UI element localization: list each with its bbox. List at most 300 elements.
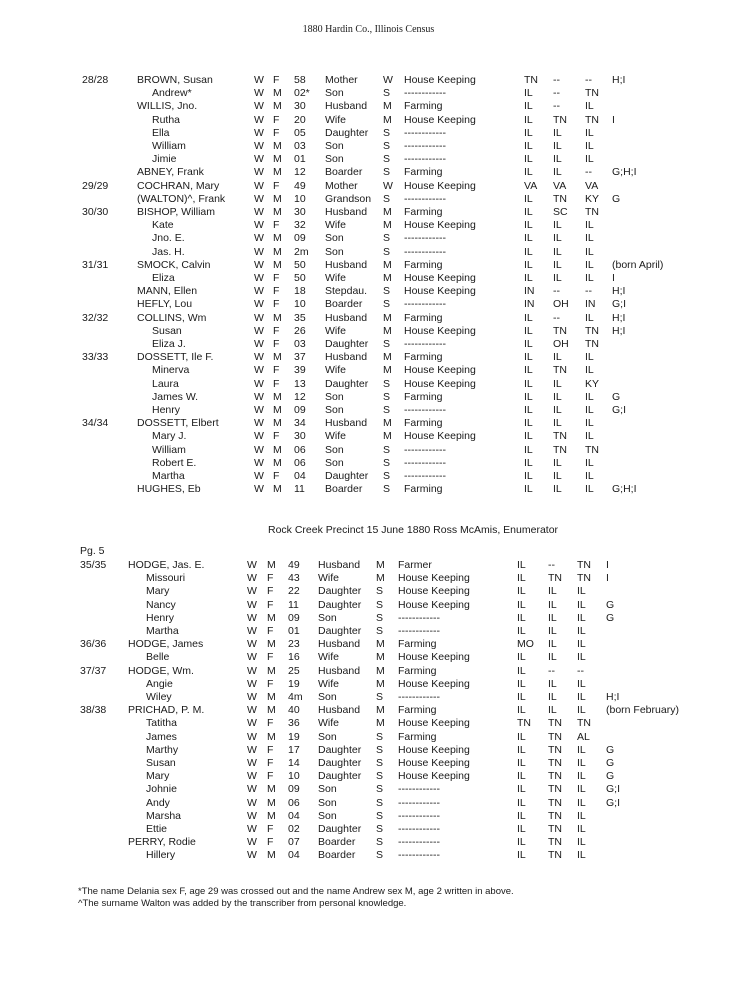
cell-occ: House Keeping xyxy=(398,651,470,664)
cell-bp: IL xyxy=(524,113,533,126)
cell-age: 40 xyxy=(288,704,300,717)
census-row xyxy=(0,849,737,862)
cell-race: W xyxy=(254,483,264,496)
cell-sex: M xyxy=(273,390,282,403)
cell-sex: F xyxy=(273,179,280,192)
cell-mbp: -- xyxy=(585,285,592,298)
cell-bp: IL xyxy=(517,664,526,677)
cell-name: Robert E. xyxy=(152,456,197,469)
cell-age: 17 xyxy=(288,743,300,756)
cell-race: W xyxy=(247,651,257,664)
cell-dwell: 37/37 xyxy=(80,664,107,677)
cell-name: Mary xyxy=(146,770,170,783)
cell-occ: House Keeping xyxy=(398,717,470,730)
census-row xyxy=(0,444,737,457)
cell-dwell: 30/30 xyxy=(82,206,109,218)
cell-bp: IL xyxy=(524,364,533,377)
cell-mar: S xyxy=(383,285,391,298)
cell-bp: IL xyxy=(517,796,526,809)
cell-bp: MO xyxy=(517,638,534,651)
cell-sex: M xyxy=(267,559,276,571)
cell-name: Martha xyxy=(146,625,179,637)
cell-age: 50 xyxy=(294,258,306,271)
cell-name: DOSSETT, Ile F. xyxy=(137,351,214,364)
cell-mar: S xyxy=(376,611,384,624)
cell-name: WILLIS, Jno. xyxy=(137,100,198,113)
cell-mbp: IL xyxy=(577,783,586,796)
cell-age: 03 xyxy=(294,338,306,350)
cell-sex: F xyxy=(273,324,280,337)
cell-fbp: IL xyxy=(553,351,562,364)
cell-fbp: TN xyxy=(553,113,567,126)
cell-race: W xyxy=(247,598,257,611)
cell-rel: Daughter xyxy=(318,757,362,769)
cell-dwell: 36/36 xyxy=(80,638,107,651)
cell-sex: M xyxy=(273,456,282,469)
cell-race: W xyxy=(254,311,264,324)
cell-sex: M xyxy=(267,664,276,677)
census-row xyxy=(0,114,737,127)
cell-mbp: IL xyxy=(577,651,586,664)
cell-bp: IL xyxy=(517,730,526,743)
cell-mar: S xyxy=(383,456,391,469)
cell-race: W xyxy=(254,377,264,390)
cell-occ: ------------ xyxy=(404,153,446,166)
cell-note: G;I xyxy=(606,783,621,796)
cell-mar: M xyxy=(383,258,392,271)
cell-name: Tatitha xyxy=(146,717,177,730)
cell-age: 09 xyxy=(288,783,300,796)
cell-rel: Boarder xyxy=(325,483,363,496)
cell-bp: IL xyxy=(524,206,533,218)
cell-rel: Wife xyxy=(318,651,339,664)
cell-rel: Husband xyxy=(318,559,361,571)
cell-mbp: IL xyxy=(577,691,586,703)
cell-bp: IL xyxy=(517,823,526,835)
cell-mbp: IL xyxy=(585,258,594,271)
cell-mbp: IL xyxy=(585,311,594,324)
cell-name: BISHOP, William xyxy=(137,206,215,218)
cell-dwell: 29/29 xyxy=(82,179,109,192)
cell-name: HUGHES, Eb xyxy=(137,483,201,496)
cell-age: 09 xyxy=(288,611,300,624)
cell-sex: F xyxy=(273,285,280,298)
cell-mbp: IL xyxy=(577,849,586,862)
cell-rel: Wife xyxy=(325,272,346,284)
cell-fbp: OH xyxy=(553,338,569,350)
census-row xyxy=(0,470,737,483)
cell-mar: S xyxy=(383,232,391,245)
cell-bp: IL xyxy=(517,704,526,717)
cell-sex: M xyxy=(273,417,282,430)
cell-age: 30 xyxy=(294,430,306,443)
cell-fbp: -- xyxy=(553,100,560,113)
cell-mbp: IL xyxy=(585,483,594,496)
cell-mbp: IL xyxy=(577,757,586,769)
cell-bp: IL xyxy=(517,783,526,796)
cell-bp: IL xyxy=(524,417,533,430)
cell-mar: S xyxy=(383,390,391,403)
cell-sex: F xyxy=(273,298,280,311)
cell-sex: M xyxy=(273,258,282,271)
cell-fbp: IL xyxy=(553,219,562,232)
cell-name: Andrew* xyxy=(152,87,192,100)
census-row xyxy=(0,625,737,638)
cell-note: H;I xyxy=(612,311,626,324)
cell-race: W xyxy=(254,179,264,192)
cell-mbp: IL xyxy=(577,585,586,598)
census-row xyxy=(0,810,737,823)
census-row xyxy=(0,717,737,730)
cell-fbp: IL xyxy=(553,417,562,430)
cell-note: G;H;I xyxy=(612,483,637,496)
census-row xyxy=(0,325,737,338)
cell-note: H;I xyxy=(612,74,626,86)
cell-race: W xyxy=(254,74,264,86)
cell-sex: F xyxy=(273,470,280,482)
cell-age: 04 xyxy=(288,809,300,822)
cell-fbp: IL xyxy=(553,390,562,403)
cell-age: 50 xyxy=(294,272,306,284)
cell-sex: F xyxy=(267,677,274,690)
cell-rel: Grandson xyxy=(325,192,372,205)
cell-occ: House Keeping xyxy=(404,324,476,337)
cell-mar: W xyxy=(383,74,393,86)
cell-rel: Mother xyxy=(325,179,358,192)
cell-occ: House Keeping xyxy=(404,219,476,232)
census-row xyxy=(0,364,737,377)
census-row xyxy=(0,298,737,311)
cell-mbp: IL xyxy=(577,677,586,690)
cell-name: Susan xyxy=(146,757,176,769)
cell-occ: House Keeping xyxy=(404,74,476,86)
cell-occ: Farming xyxy=(404,166,443,179)
cell-mbp: TN xyxy=(585,87,599,100)
cell-sex: M xyxy=(273,311,282,324)
cell-mbp: IL xyxy=(585,100,594,113)
census-row xyxy=(0,731,737,744)
census-row xyxy=(0,704,737,717)
cell-race: W xyxy=(254,404,264,416)
cell-note: G xyxy=(606,770,615,783)
cell-rel: Daughter xyxy=(318,770,362,783)
census-row xyxy=(0,665,737,678)
cell-age: 19 xyxy=(288,730,300,743)
cell-name: COLLINS, Wm xyxy=(137,311,207,324)
cell-age: 01 xyxy=(294,153,306,166)
cell-bp: IL xyxy=(524,166,533,179)
cell-occ: House Keeping xyxy=(398,598,470,611)
cell-rel: Husband xyxy=(325,206,368,218)
cell-race: W xyxy=(247,559,257,571)
cell-fbp: TN xyxy=(548,783,562,796)
cell-mbp: VA xyxy=(585,179,599,192)
cell-age: 03 xyxy=(294,140,306,152)
cell-mar: S xyxy=(376,757,384,769)
cell-name: Mary J. xyxy=(152,430,187,443)
cell-mar: S xyxy=(376,849,384,862)
cell-fbp: TN xyxy=(553,430,567,443)
cell-rel: Son xyxy=(325,404,344,416)
cell-fbp: IL xyxy=(553,126,562,139)
cell-mbp: TN xyxy=(585,206,599,218)
cell-name: Henry xyxy=(152,404,181,416)
cell-sex: F xyxy=(267,585,274,598)
cell-mar: M xyxy=(376,717,385,730)
cell-name: HODGE, James xyxy=(128,638,204,651)
cell-age: 35 xyxy=(294,311,306,324)
cell-race: W xyxy=(254,338,264,350)
cell-mar: S xyxy=(383,298,391,311)
cell-race: W xyxy=(254,192,264,205)
cell-mbp: -- xyxy=(585,74,592,86)
cell-mbp: IL xyxy=(577,704,586,717)
cell-mar: S xyxy=(376,823,384,835)
cell-rel: Wife xyxy=(325,324,346,337)
cell-race: W xyxy=(254,298,264,311)
cell-fbp: IL xyxy=(548,704,557,717)
cell-fbp: TN xyxy=(548,730,562,743)
cell-mar: M xyxy=(383,324,392,337)
census-row xyxy=(0,206,737,219)
cell-name: Ettie xyxy=(146,823,168,835)
census-row xyxy=(0,770,737,783)
cell-mbp: IL xyxy=(585,351,594,364)
cell-occ: ------------ xyxy=(398,796,440,809)
cell-mbp: IL xyxy=(577,743,586,756)
census-row xyxy=(0,140,737,153)
cell-race: W xyxy=(247,836,257,849)
cell-bp: IL xyxy=(517,743,526,756)
cell-rel: Son xyxy=(325,232,344,245)
census-row xyxy=(0,483,737,496)
cell-fbp: IL xyxy=(553,232,562,245)
cell-occ: ------------ xyxy=(404,245,446,258)
cell-occ: Farming xyxy=(398,638,437,651)
cell-mar: S xyxy=(376,730,384,743)
cell-name: Eliza J. xyxy=(152,338,186,350)
cell-age: 30 xyxy=(294,206,306,218)
cell-rel: Husband xyxy=(318,638,361,651)
cell-note: H;I xyxy=(612,285,626,298)
cell-name: BROWN, Susan xyxy=(137,74,213,86)
cell-mbp: -- xyxy=(585,166,592,179)
cell-race: W xyxy=(247,691,257,703)
cell-rel: Son xyxy=(325,245,344,258)
cell-bp: IL xyxy=(517,651,526,664)
cell-bp: TN xyxy=(517,717,531,730)
cell-fbp: IL xyxy=(548,677,557,690)
cell-rel: Boarder xyxy=(325,166,363,179)
cell-sex: M xyxy=(267,691,276,703)
cell-occ: ------------ xyxy=(404,126,446,139)
cell-fbp: -- xyxy=(548,664,555,677)
cell-sex: F xyxy=(273,377,280,390)
cell-bp: IL xyxy=(524,232,533,245)
cell-bp: IL xyxy=(524,153,533,166)
cell-occ: Farming xyxy=(404,351,443,364)
cell-race: W xyxy=(254,285,264,298)
cell-occ: ------------ xyxy=(404,232,446,245)
cell-race: W xyxy=(247,743,257,756)
cell-rel: Son xyxy=(318,809,337,822)
cell-bp: IL xyxy=(524,470,533,482)
census-row xyxy=(0,744,737,757)
cell-age: 25 xyxy=(288,664,300,677)
cell-occ: ------------ xyxy=(404,404,446,416)
cell-age: 20 xyxy=(294,113,306,126)
cell-sex: F xyxy=(273,113,280,126)
cell-sex: M xyxy=(273,87,282,100)
cell-fbp: IL xyxy=(548,625,557,637)
cell-age: 13 xyxy=(294,377,306,390)
cell-race: W xyxy=(247,638,257,651)
cell-mar: M xyxy=(383,219,392,232)
cell-race: W xyxy=(254,456,264,469)
cell-mar: M xyxy=(376,664,385,677)
cell-name: Martha xyxy=(152,470,185,482)
cell-mbp: IL xyxy=(585,364,594,377)
cell-mbp: -- xyxy=(577,664,584,677)
cell-fbp: IL xyxy=(553,483,562,496)
cell-age: 49 xyxy=(288,559,300,571)
cell-sex: M xyxy=(273,140,282,152)
cell-sex: F xyxy=(273,126,280,139)
cell-race: W xyxy=(247,585,257,598)
cell-age: 06 xyxy=(294,443,306,456)
cell-age: 58 xyxy=(294,74,306,86)
cell-note: I xyxy=(612,113,615,126)
census-row xyxy=(0,246,737,259)
cell-sex: F xyxy=(273,338,280,350)
census-row xyxy=(0,599,737,612)
cell-age: 11 xyxy=(288,598,299,611)
cell-bp: IL xyxy=(524,390,533,403)
cell-fbp: IL xyxy=(553,456,562,469)
cell-occ: Farming xyxy=(404,417,443,430)
cell-name: Jas. H. xyxy=(152,245,185,258)
cell-occ: ------------ xyxy=(398,691,440,703)
cell-name: James W. xyxy=(152,390,199,403)
cell-sex: F xyxy=(267,598,274,611)
cell-fbp: -- xyxy=(553,285,560,298)
cell-occ: ------------ xyxy=(398,809,440,822)
cell-mbp: TN xyxy=(585,443,599,456)
cell-fbp: IL xyxy=(548,598,557,611)
cell-sex: M xyxy=(273,245,282,258)
census-row xyxy=(0,572,737,585)
cell-age: 34 xyxy=(294,417,306,430)
cell-age: 04 xyxy=(288,849,300,862)
census-row xyxy=(0,193,737,206)
cell-race: W xyxy=(247,625,257,637)
cell-rel: Daughter xyxy=(318,743,362,756)
cell-name: Nancy xyxy=(146,598,176,611)
cell-race: W xyxy=(254,272,264,284)
cell-mar: S xyxy=(383,443,391,456)
cell-sex: F xyxy=(273,74,280,86)
cell-age: 39 xyxy=(294,364,306,377)
cell-mar: M xyxy=(383,351,392,364)
cell-fbp: -- xyxy=(548,559,555,571)
cell-race: W xyxy=(247,823,257,835)
cell-rel: Husband xyxy=(325,311,368,324)
cell-note: G;I xyxy=(612,404,627,416)
cell-sex: F xyxy=(267,836,274,849)
census-row xyxy=(0,219,737,232)
cell-mar: S xyxy=(376,770,384,783)
census-row xyxy=(0,351,737,364)
cell-mar: S xyxy=(383,192,391,205)
cell-occ: House Keeping xyxy=(398,677,470,690)
cell-rel: Daughter xyxy=(325,470,369,482)
cell-rel: Son xyxy=(318,730,337,743)
cell-mbp: IL xyxy=(585,272,594,284)
cell-mbp: IL xyxy=(577,638,586,651)
cell-bp: IL xyxy=(517,809,526,822)
cell-race: W xyxy=(254,113,264,126)
cell-bp: IL xyxy=(524,351,533,364)
census-row xyxy=(0,638,737,651)
cell-age: 12 xyxy=(294,166,306,179)
cell-bp: IL xyxy=(524,219,533,232)
cell-rel: Husband xyxy=(318,704,361,717)
cell-mbp: IL xyxy=(585,153,594,166)
cell-dwell: 38/38 xyxy=(80,704,107,717)
cell-bp: IN xyxy=(524,285,535,298)
cell-occ: House Keeping xyxy=(404,364,476,377)
cell-occ: House Keeping xyxy=(404,430,476,443)
cell-mbp: IL xyxy=(585,390,594,403)
cell-mbp: IL xyxy=(585,417,594,430)
cell-note: G;H;I xyxy=(612,166,637,179)
cell-mar: S xyxy=(376,625,384,637)
census-row xyxy=(0,74,737,87)
cell-fbp: -- xyxy=(553,311,560,324)
cell-occ: ------------ xyxy=(398,783,440,796)
cell-race: W xyxy=(254,100,264,113)
cell-sex: M xyxy=(267,796,276,809)
cell-note: G xyxy=(606,743,615,756)
cell-bp: IL xyxy=(517,849,526,862)
cell-bp: TN xyxy=(524,74,538,86)
cell-mbp: IL xyxy=(577,823,586,835)
census-row xyxy=(0,87,737,100)
cell-fbp: -- xyxy=(553,87,560,100)
cell-note: I xyxy=(606,559,609,571)
cell-bp: IL xyxy=(517,770,526,783)
census-row xyxy=(0,378,737,391)
cell-mbp: IL xyxy=(585,126,594,139)
cell-name: Missouri xyxy=(146,572,186,585)
census-row xyxy=(0,272,737,285)
cell-mbp: TN xyxy=(585,324,599,337)
cell-occ: Farming xyxy=(404,311,443,324)
cell-occ: House Keeping xyxy=(398,757,470,769)
census-row xyxy=(0,612,737,625)
cell-mar: S xyxy=(376,809,384,822)
cell-mbp: IL xyxy=(585,245,594,258)
cell-name: Johnie xyxy=(146,783,177,796)
cell-bp: IL xyxy=(524,377,533,390)
cell-occ: ------------ xyxy=(398,849,440,862)
cell-fbp: IL xyxy=(553,153,562,166)
cell-rel: Son xyxy=(325,390,344,403)
census-row xyxy=(0,823,737,836)
cell-bp: IL xyxy=(524,430,533,443)
cell-mbp: TN xyxy=(585,113,599,126)
cell-race: W xyxy=(254,153,264,166)
